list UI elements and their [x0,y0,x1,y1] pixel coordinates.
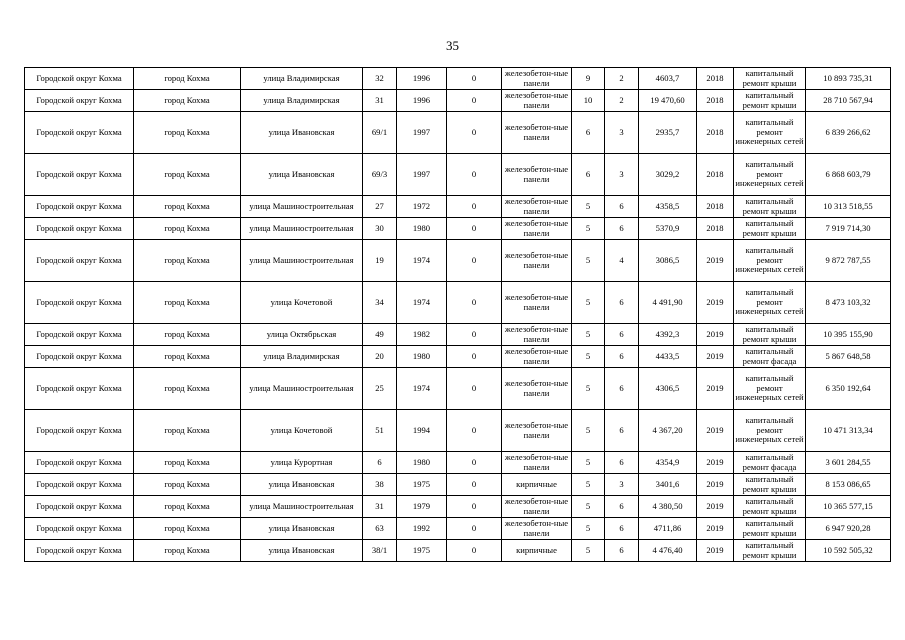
cost-cell: 6 868 603,79 [806,154,891,196]
work-type-cell: капитальный ремонт инженерных сетей [734,112,806,154]
year-built-cell: 1996 [397,68,447,90]
municipality-cell: Городской округ Кохма [25,240,134,282]
zero-value-cell: 0 [447,68,502,90]
year-built-cell: 1974 [397,368,447,410]
street-cell: улица Кочетовой [241,282,363,324]
table-row [25,196,891,218]
plan-year-cell: 2019 [697,474,734,496]
work-type-cell: капитальный ремонт инженерных сетей [734,410,806,452]
entrances-cell: 4 [605,240,639,282]
wall-material-cell: железобетон-ные панели [502,518,572,540]
area-cell: 3401,6 [639,474,697,496]
plan-year-cell: 2019 [697,452,734,474]
plan-year-cell: 2019 [697,410,734,452]
plan-year-cell: 2018 [697,68,734,90]
street-cell: улица Курортная [241,452,363,474]
municipality-cell: Городской округ Кохма [25,474,134,496]
zero-value-cell: 0 [447,368,502,410]
year-built-cell: 1980 [397,452,447,474]
settlement-cell: город Кохма [134,410,241,452]
settlement-cell: город Кохма [134,196,241,218]
table-row [25,540,891,562]
area-cell: 3086,5 [639,240,697,282]
plan-year-cell: 2019 [697,346,734,368]
plan-year-cell: 2019 [697,540,734,562]
wall-material-cell: железобетон-ные панели [502,410,572,452]
work-type-cell: капитальный ремонт инженерных сетей [734,282,806,324]
settlement-cell: город Кохма [134,218,241,240]
settlement-cell: город Кохма [134,90,241,112]
area-cell: 5370,9 [639,218,697,240]
zero-value-cell: 0 [447,240,502,282]
street-cell: улица Владимирская [241,90,363,112]
municipality-cell: Городской округ Кохма [25,346,134,368]
house-number-cell: 38 [363,474,397,496]
cost-cell: 6 947 920,28 [806,518,891,540]
settlement-cell: город Кохма [134,496,241,518]
entrances-cell: 2 [605,90,639,112]
entrances-cell: 6 [605,452,639,474]
settlement-cell: город Кохма [134,540,241,562]
wall-material-cell: кирпичные [502,474,572,496]
zero-value-cell: 0 [447,518,502,540]
plan-year-cell: 2018 [697,112,734,154]
settlement-cell: город Кохма [134,452,241,474]
settlement-cell: город Кохма [134,240,241,282]
cost-cell: 10 893 735,31 [806,68,891,90]
zero-value-cell: 0 [447,346,502,368]
entrances-cell: 2 [605,68,639,90]
house-number-cell: 63 [363,518,397,540]
year-built-cell: 1974 [397,240,447,282]
work-type-cell: капитальный ремонт крыши [734,218,806,240]
zero-value-cell: 0 [447,324,502,346]
year-built-cell: 1979 [397,496,447,518]
wall-material-cell: железобетон-ные панели [502,218,572,240]
street-cell: улица Машиностроительная [241,218,363,240]
house-number-cell: 19 [363,240,397,282]
plan-year-cell: 2019 [697,282,734,324]
house-number-cell: 34 [363,282,397,324]
house-number-cell: 38/1 [363,540,397,562]
cost-cell: 7 919 714,30 [806,218,891,240]
cost-cell: 28 710 567,94 [806,90,891,112]
entrances-cell: 3 [605,154,639,196]
wall-material-cell: железобетон-ные панели [502,452,572,474]
settlement-cell: город Кохма [134,68,241,90]
municipality-cell: Городской округ Кохма [25,518,134,540]
table-row [25,368,891,410]
house-number-cell: 6 [363,452,397,474]
entrances-cell: 6 [605,410,639,452]
plan-year-cell: 2019 [697,368,734,410]
table-row [25,90,891,112]
municipality-cell: Городской округ Кохма [25,90,134,112]
year-built-cell: 1982 [397,324,447,346]
municipality-cell: Городской округ Кохма [25,154,134,196]
work-type-cell: капитальный ремонт крыши [734,90,806,112]
table-row [25,154,891,196]
settlement-cell: город Кохма [134,518,241,540]
street-cell: улица Ивановская [241,154,363,196]
street-cell: улица Ивановская [241,474,363,496]
cost-cell: 10 592 505,32 [806,540,891,562]
plan-year-cell: 2019 [697,240,734,282]
street-cell: улица Машиностроительная [241,496,363,518]
zero-value-cell: 0 [447,410,502,452]
municipality-cell: Городской округ Кохма [25,324,134,346]
cost-cell: 8 473 103,32 [806,282,891,324]
work-type-cell: капитальный ремонт фасада [734,346,806,368]
house-number-cell: 31 [363,90,397,112]
zero-value-cell: 0 [447,112,502,154]
page-number: 35 [446,38,459,53]
entrances-cell: 6 [605,324,639,346]
floors-cell: 5 [572,282,605,324]
area-cell: 4306,5 [639,368,697,410]
table-row [25,496,891,518]
zero-value-cell: 0 [447,282,502,324]
cost-cell: 3 601 284,55 [806,452,891,474]
street-cell: улица Ивановская [241,540,363,562]
floors-cell: 10 [572,90,605,112]
wall-material-cell: железобетон-ные панели [502,324,572,346]
area-cell: 4 491,90 [639,282,697,324]
work-type-cell: капитальный ремонт крыши [734,474,806,496]
year-built-cell: 1980 [397,346,447,368]
floors-cell: 6 [572,112,605,154]
area-cell: 4 367,20 [639,410,697,452]
table-row [25,518,891,540]
entrances-cell: 6 [605,218,639,240]
floors-cell: 5 [572,240,605,282]
year-built-cell: 1980 [397,218,447,240]
floors-cell: 5 [572,452,605,474]
municipality-cell: Городской округ Кохма [25,112,134,154]
zero-value-cell: 0 [447,474,502,496]
cost-cell: 10 471 313,34 [806,410,891,452]
house-number-cell: 25 [363,368,397,410]
table-row [25,324,891,346]
street-cell: улица Ивановская [241,112,363,154]
settlement-cell: город Кохма [134,112,241,154]
street-cell: улица Машиностроительная [241,196,363,218]
wall-material-cell: железобетон-ные панели [502,154,572,196]
plan-year-cell: 2018 [697,196,734,218]
house-number-cell: 30 [363,218,397,240]
street-cell: улица Ивановская [241,518,363,540]
cost-cell: 6 350 192,64 [806,368,891,410]
plan-year-cell: 2018 [697,90,734,112]
wall-material-cell: железобетон-ные панели [502,90,572,112]
floors-cell: 5 [572,368,605,410]
entrances-cell: 6 [605,518,639,540]
year-built-cell: 1992 [397,518,447,540]
street-cell: улица Машиностроительная [241,368,363,410]
settlement-cell: город Кохма [134,154,241,196]
floors-cell: 5 [572,410,605,452]
municipality-cell: Городской округ Кохма [25,452,134,474]
municipality-cell: Городской округ Кохма [25,196,134,218]
floors-cell: 6 [572,154,605,196]
entrances-cell: 6 [605,196,639,218]
housing-repair-table [24,67,891,562]
municipality-cell: Городской округ Кохма [25,410,134,452]
house-number-cell: 49 [363,324,397,346]
floors-cell: 5 [572,218,605,240]
table-row [25,282,891,324]
house-number-cell: 51 [363,410,397,452]
table-row [25,346,891,368]
wall-material-cell: железобетон-ные панели [502,346,572,368]
plan-year-cell: 2018 [697,218,734,240]
area-cell: 19 470,60 [639,90,697,112]
zero-value-cell: 0 [447,196,502,218]
wall-material-cell: железобетон-ные панели [502,112,572,154]
area-cell: 4433,5 [639,346,697,368]
cost-cell: 10 313 518,55 [806,196,891,218]
cost-cell: 5 867 648,58 [806,346,891,368]
street-cell: улица Октябрьская [241,324,363,346]
work-type-cell: капитальный ремонт крыши [734,496,806,518]
zero-value-cell: 0 [447,218,502,240]
entrances-cell: 6 [605,540,639,562]
plan-year-cell: 2019 [697,496,734,518]
table-row [25,452,891,474]
floors-cell: 5 [572,496,605,518]
area-cell: 4711,86 [639,518,697,540]
table-row [25,240,891,282]
wall-material-cell: железобетон-ные панели [502,496,572,518]
wall-material-cell: железобетон-ные панели [502,282,572,324]
work-type-cell: капитальный ремонт фасада [734,452,806,474]
area-cell: 4603,7 [639,68,697,90]
entrances-cell: 3 [605,474,639,496]
wall-material-cell: железобетон-ные панели [502,240,572,282]
zero-value-cell: 0 [447,452,502,474]
area-cell: 2935,7 [639,112,697,154]
settlement-cell: город Кохма [134,368,241,410]
year-built-cell: 1994 [397,410,447,452]
house-number-cell: 69/1 [363,112,397,154]
area-cell: 4358,5 [639,196,697,218]
work-type-cell: капитальный ремонт крыши [734,324,806,346]
wall-material-cell: железобетон-ные панели [502,368,572,410]
table-row [25,68,891,90]
area-cell: 4354,9 [639,452,697,474]
table-row [25,218,891,240]
table-body [25,68,891,562]
work-type-cell: капитальный ремонт инженерных сетей [734,240,806,282]
wall-material-cell: железобетон-ные панели [502,196,572,218]
year-built-cell: 1996 [397,90,447,112]
entrances-cell: 6 [605,496,639,518]
municipality-cell: Городской округ Кохма [25,282,134,324]
house-number-cell: 32 [363,68,397,90]
cost-cell: 9 872 787,55 [806,240,891,282]
municipality-cell: Городской округ Кохма [25,368,134,410]
work-type-cell: капитальный ремонт крыши [734,68,806,90]
street-cell: улица Владимирская [241,346,363,368]
settlement-cell: город Кохма [134,346,241,368]
house-number-cell: 20 [363,346,397,368]
area-cell: 4 476,40 [639,540,697,562]
cost-cell: 10 365 577,15 [806,496,891,518]
work-type-cell: капитальный ремонт крыши [734,540,806,562]
zero-value-cell: 0 [447,90,502,112]
municipality-cell: Городской округ Кохма [25,68,134,90]
cost-cell: 6 839 266,62 [806,112,891,154]
entrances-cell: 6 [605,346,639,368]
house-number-cell: 27 [363,196,397,218]
year-built-cell: 1997 [397,112,447,154]
street-cell: улица Кочетовой [241,410,363,452]
floors-cell: 5 [572,474,605,496]
work-type-cell: капитальный ремонт крыши [734,196,806,218]
zero-value-cell: 0 [447,496,502,518]
plan-year-cell: 2019 [697,518,734,540]
table-row [25,410,891,452]
floors-cell: 5 [572,540,605,562]
wall-material-cell: железобетон-ные панели [502,68,572,90]
entrances-cell: 6 [605,368,639,410]
year-built-cell: 1974 [397,282,447,324]
area-cell: 4 380,50 [639,496,697,518]
year-built-cell: 1997 [397,154,447,196]
year-built-cell: 1972 [397,196,447,218]
settlement-cell: город Кохма [134,282,241,324]
cost-cell: 10 395 155,90 [806,324,891,346]
table-row [25,474,891,496]
settlement-cell: город Кохма [134,324,241,346]
entrances-cell: 3 [605,112,639,154]
cost-cell: 8 153 086,65 [806,474,891,496]
year-built-cell: 1975 [397,474,447,496]
area-cell: 3029,2 [639,154,697,196]
floors-cell: 9 [572,68,605,90]
floors-cell: 5 [572,196,605,218]
floors-cell: 5 [572,346,605,368]
floors-cell: 5 [572,324,605,346]
floors-cell: 5 [572,518,605,540]
zero-value-cell: 0 [447,540,502,562]
work-type-cell: капитальный ремонт инженерных сетей [734,154,806,196]
table-row [25,112,891,154]
municipality-cell: Городской округ Кохма [25,496,134,518]
street-cell: улица Владимирская [241,68,363,90]
house-number-cell: 69/3 [363,154,397,196]
municipality-cell: Городской округ Кохма [25,540,134,562]
work-type-cell: капитальный ремонт инженерных сетей [734,368,806,410]
year-built-cell: 1975 [397,540,447,562]
entrances-cell: 6 [605,282,639,324]
area-cell: 4392,3 [639,324,697,346]
plan-year-cell: 2018 [697,154,734,196]
zero-value-cell: 0 [447,154,502,196]
plan-year-cell: 2019 [697,324,734,346]
house-number-cell: 31 [363,496,397,518]
wall-material-cell: кирпичные [502,540,572,562]
work-type-cell: капитальный ремонт крыши [734,518,806,540]
street-cell: улица Машиностроительная [241,240,363,282]
settlement-cell: город Кохма [134,474,241,496]
municipality-cell: Городской округ Кохма [25,218,134,240]
